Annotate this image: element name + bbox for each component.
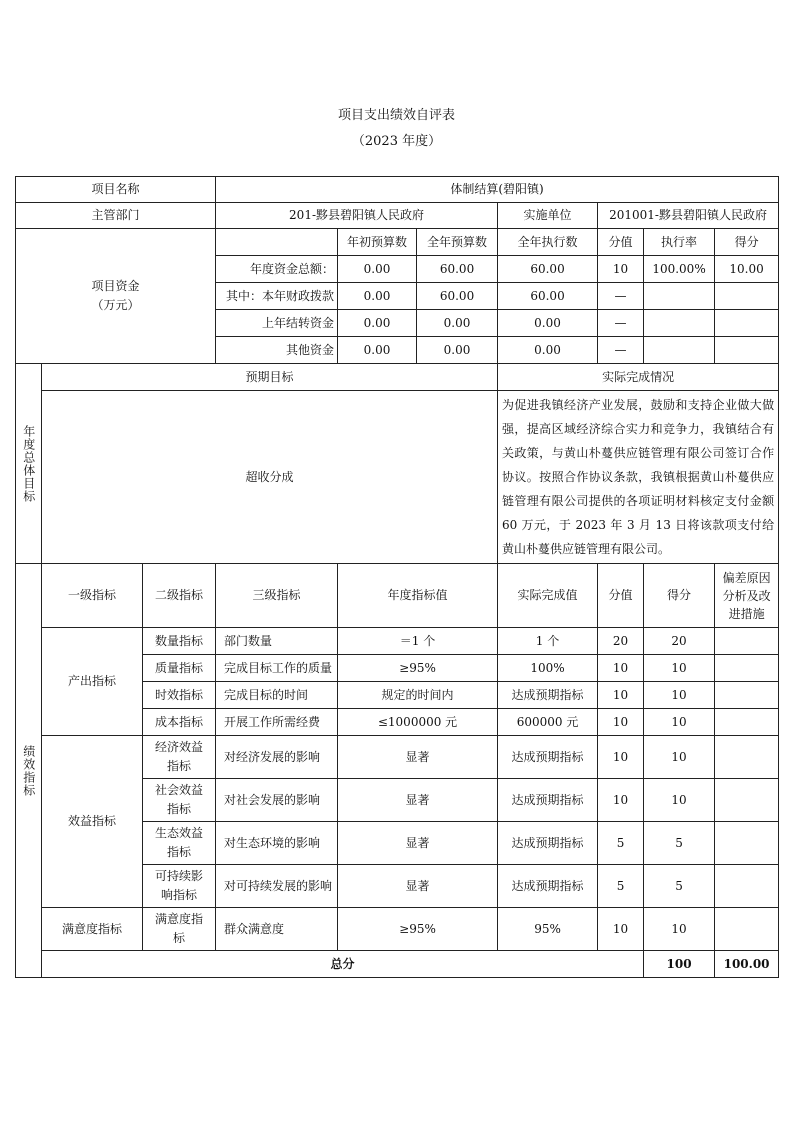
- funds-annual: 0.00: [417, 310, 498, 337]
- indicator-target: 显著: [338, 865, 498, 908]
- indicator-level2: 时效指标: [143, 682, 216, 709]
- indicator-level2-line1: 生态效益: [155, 826, 204, 841]
- goals-section-label: 年度总体目标: [16, 364, 42, 564]
- indicator-deviation: [715, 779, 779, 822]
- indicator-row: [16, 736, 779, 779]
- funds-header-score-value: 分值: [598, 229, 644, 256]
- funds-score-value: 10: [598, 256, 644, 283]
- funds-executed: 0.00: [498, 337, 598, 364]
- indicator-level2-line1: 满意度指: [155, 912, 204, 927]
- indicator-level2: 数量指标: [143, 628, 216, 655]
- indicator-deviation: [715, 628, 779, 655]
- indicator-level3: 开展工作所需经费: [216, 709, 338, 736]
- indicator-actual: 600000 元: [498, 709, 598, 736]
- funds-score-value: —: [598, 310, 644, 337]
- indicator-level2-line2: 标: [173, 931, 186, 945]
- funds-initial: 0.00: [338, 310, 417, 337]
- funds-header-rate: 执行率: [644, 229, 715, 256]
- funds-initial: 0.00: [338, 283, 417, 310]
- funds-score: [715, 310, 779, 337]
- indicator-level3: 对社会发展的影响: [216, 779, 338, 822]
- funds-rate: [644, 283, 715, 310]
- indicator-level3: 完成目标工作的质量: [216, 655, 338, 682]
- goals-expected: 超收分成: [42, 391, 498, 564]
- indicator-deviation: [715, 822, 779, 865]
- funds-score: 10.00: [715, 256, 779, 283]
- indicator-level3: 对可持续发展的影响: [216, 865, 338, 908]
- indicator-actual: 达成预期指标: [498, 736, 598, 779]
- indicator-level2-line2: 指标: [167, 802, 192, 816]
- indicator-level3: 部门数量: [216, 628, 338, 655]
- funds-executed: 60.00: [498, 283, 598, 310]
- header-deviation-line2: 分析及改: [722, 588, 771, 603]
- header-deviation-line1: 偏差原因: [722, 570, 771, 585]
- page-title: 项目支出绩效自评表: [337, 108, 455, 123]
- implementing-unit-value: 201001-黟县碧阳镇人民政府: [598, 203, 779, 229]
- indicator-score-value: 10: [598, 682, 644, 709]
- indicator-actual: 达成预期指标: [498, 682, 598, 709]
- indicator-score: 10: [644, 682, 715, 709]
- funds-executed: 60.00: [498, 256, 598, 283]
- indicator-level3: 对生态环境的影响: [216, 822, 338, 865]
- goals-actual: 为促进我镇经济产业发展，鼓励和支持企业做大做强，提高区域经济综合实力和竞争力，我镇结合有关政策，与黄山朴蔓供应链管理有限公司签订合作协议。按照合作协议条款，我镇根据黄山朴蔓供应链管理有限公司提供的各项证明材料核定支付金额 60 万元，于 2023 年 3 月 13 日将该款项支付给黄山朴蔓供应链管理有限公司。: [498, 391, 779, 564]
- indicator-level2-line2: 响指标: [161, 888, 198, 902]
- funds-row-label: 年度资金总额：: [216, 256, 338, 283]
- department-label: 主管部门: [16, 203, 216, 229]
- indicator-deviation: [715, 655, 779, 682]
- project-name-label: 项目名称: [16, 177, 216, 203]
- funds-annual: 0.00: [417, 337, 498, 364]
- satisfaction-indicator-label: 满意度指标: [42, 908, 143, 951]
- funds-score: [715, 337, 779, 364]
- total-label: 总分: [42, 951, 644, 978]
- header-deviation: [715, 564, 779, 628]
- indicator-level2: [143, 736, 216, 779]
- header-level3: 三级指标: [216, 564, 338, 628]
- header-score: 得分: [644, 564, 715, 628]
- indicator-score: 5: [644, 865, 715, 908]
- indicator-actual: 达成预期指标: [498, 779, 598, 822]
- indicator-level2: 成本指标: [143, 709, 216, 736]
- project-name-value: 体制结算(碧阳镇): [216, 177, 779, 203]
- indicator-score-value: 10: [598, 655, 644, 682]
- goals-header-row: [16, 364, 779, 391]
- funds-row-label: 其他资金: [216, 337, 338, 364]
- indicator-level2-line2: 指标: [167, 845, 192, 859]
- indicator-target: ＝1 个: [338, 628, 498, 655]
- indicator-target: ≥95%: [338, 655, 498, 682]
- indicator-score: 10: [644, 709, 715, 736]
- indicator-score: 10: [644, 779, 715, 822]
- performance-section-label: 绩效指标: [16, 564, 42, 978]
- funds-rate: 100.00%: [644, 256, 715, 283]
- implementing-unit-label: 实施单位: [498, 203, 598, 229]
- indicator-score-value: 5: [598, 865, 644, 908]
- funds-initial: 0.00: [338, 337, 417, 364]
- project-name-row: [16, 177, 779, 203]
- indicator-actual: 95%: [498, 908, 598, 951]
- funds-header-score: 得分: [715, 229, 779, 256]
- funds-label-line1: 项目资金: [91, 279, 140, 294]
- indicator-target: 显著: [338, 736, 498, 779]
- indicator-target: ≤1000000 元: [338, 709, 498, 736]
- funds-row-label: 上年结转资金: [216, 310, 338, 337]
- indicator-target: ≥95%: [338, 908, 498, 951]
- indicator-score-value: 10: [598, 779, 644, 822]
- indicator-score-value: 5: [598, 822, 644, 865]
- department-value: 201-黟县碧阳镇人民政府: [216, 203, 498, 229]
- funds-header-initial: 年初预算数: [338, 229, 417, 256]
- funds-header-executed: 全年执行数: [498, 229, 598, 256]
- self-evaluation-table: [15, 176, 779, 978]
- indicator-level2: [143, 908, 216, 951]
- funds-score: [715, 283, 779, 310]
- indicator-score: 10: [644, 908, 715, 951]
- header-target: 年度指标值: [338, 564, 498, 628]
- funds-label-line2: （万元）: [91, 298, 140, 312]
- indicator-level2: [143, 822, 216, 865]
- funds-row-label: 其中：本年财政拨款: [216, 283, 338, 310]
- indicator-level2: 质量指标: [143, 655, 216, 682]
- header-level1: 一级指标: [42, 564, 143, 628]
- indicator-score: 20: [644, 628, 715, 655]
- performance-header-row: [16, 564, 779, 628]
- funds-executed: 0.00: [498, 310, 598, 337]
- goals-content-row: [16, 391, 779, 564]
- indicator-score-value: 10: [598, 709, 644, 736]
- indicator-deviation: [715, 682, 779, 709]
- funds-rate: [644, 337, 715, 364]
- indicator-row: [16, 908, 779, 951]
- output-indicator-label: 产出指标: [42, 628, 143, 736]
- total-score: 100.00: [715, 951, 779, 978]
- funds-score-value: —: [598, 337, 644, 364]
- indicator-score: 10: [644, 655, 715, 682]
- funds-annual: 60.00: [417, 283, 498, 310]
- indicator-deviation: [715, 709, 779, 736]
- indicator-target: 显著: [338, 779, 498, 822]
- indicator-actual: 达成预期指标: [498, 865, 598, 908]
- funds-header-blank: [216, 229, 338, 256]
- funds-rate: [644, 310, 715, 337]
- funds-label: [16, 229, 216, 364]
- page-subtitle: （2023 年度）: [351, 134, 442, 149]
- indicator-score: 5: [644, 822, 715, 865]
- funds-header-annual: 全年预算数: [417, 229, 498, 256]
- indicator-level2: [143, 779, 216, 822]
- header-actual: 实际完成值: [498, 564, 598, 628]
- indicator-level3: 群众满意度: [216, 908, 338, 951]
- indicator-level2: [143, 865, 216, 908]
- total-score-value: 100: [644, 951, 715, 978]
- indicator-deviation: [715, 736, 779, 779]
- indicator-score-value: 10: [598, 736, 644, 779]
- indicator-score-value: 20: [598, 628, 644, 655]
- header-deviation-line3: 进措施: [728, 606, 765, 621]
- total-row: [16, 951, 779, 978]
- indicator-level2-line2: 指标: [167, 759, 192, 773]
- funds-initial: 0.00: [338, 256, 417, 283]
- header-level2: 二级指标: [143, 564, 216, 628]
- indicator-level3: 对经济发展的影响: [216, 736, 338, 779]
- goals-expected-header: 预期目标: [42, 364, 498, 391]
- header-score-value: 分值: [598, 564, 644, 628]
- indicator-deviation: [715, 908, 779, 951]
- indicator-row: [16, 628, 779, 655]
- indicator-score: 10: [644, 736, 715, 779]
- indicator-level3: 完成目标的时间: [216, 682, 338, 709]
- indicator-target: 显著: [338, 822, 498, 865]
- indicator-level2-line1: 可持续影: [155, 869, 204, 884]
- indicator-level2-line1: 社会效益: [155, 783, 204, 798]
- indicator-target: 规定的时间内: [338, 682, 498, 709]
- indicator-level2-line1: 经济效益: [155, 740, 204, 755]
- indicator-actual: 100%: [498, 655, 598, 682]
- indicator-actual: 1 个: [498, 628, 598, 655]
- department-row: [16, 203, 779, 229]
- funds-annual: 60.00: [417, 256, 498, 283]
- funds-header-row: [16, 229, 779, 256]
- indicator-deviation: [715, 865, 779, 908]
- benefit-indicator-label: 效益指标: [42, 736, 143, 908]
- indicator-actual: 达成预期指标: [498, 822, 598, 865]
- goals-actual-header: 实际完成情况: [498, 364, 779, 391]
- indicator-score-value: 10: [598, 908, 644, 951]
- funds-score-value: —: [598, 283, 644, 310]
